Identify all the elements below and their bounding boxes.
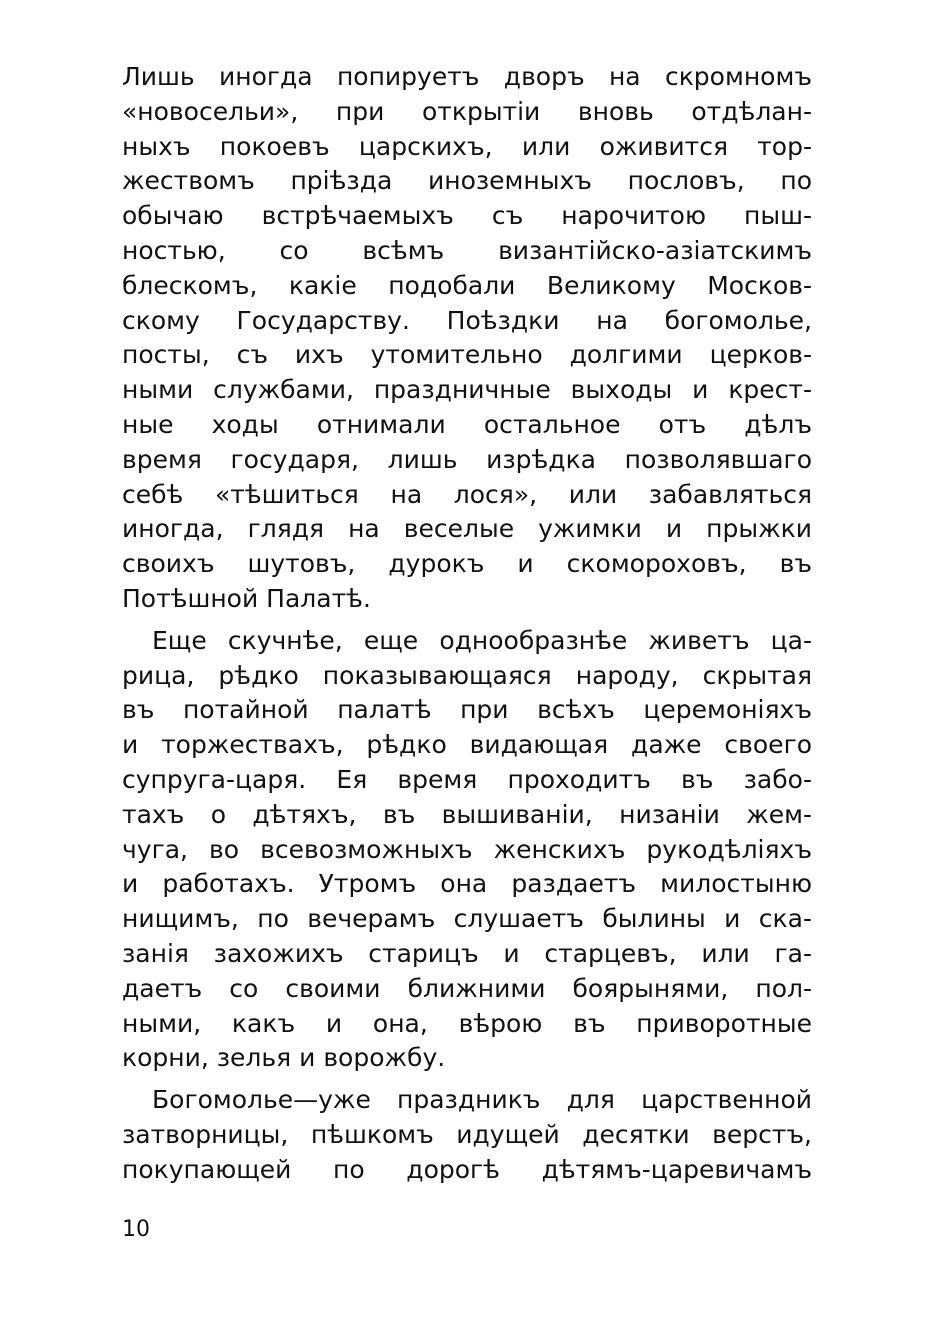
- text-line: и работахъ. Утромъ она раздаетъ милостыню: [122, 869, 812, 899]
- page-number: 10: [122, 1217, 150, 1242]
- text-line: чуга, во всевозможныхъ женскихъ рукодѣліяхъ: [122, 834, 812, 864]
- text-line: жествомъ пріѣзда иноземныхъ пословъ, по: [122, 166, 812, 196]
- text-line: «новосельи», при открытіи вновь отдѣлан-: [122, 96, 812, 126]
- text-line: тахъ о дѣтяхъ, въ вышиваніи, низаніи жем-: [122, 799, 812, 829]
- text-line: Лишь иногда попируетъ дворъ на скромномъ: [122, 62, 812, 91]
- text-line: даетъ со своими ближними боярынями, пол-: [122, 973, 812, 1003]
- text-line: корни, зелья и ворожбу.: [122, 1043, 446, 1073]
- text-line: ныхъ покоевъ царскихъ, или оживится тор-: [122, 131, 812, 161]
- page-text: [122, 60, 812, 1195]
- text-line: ными, какъ и она, вѣрою въ приворотные: [122, 1008, 812, 1038]
- text-line: Еще скучнѣе, еще однообразнѣе живетъ ца-: [152, 625, 812, 655]
- text-line: занія захожихъ старицъ и старцевъ, или га-: [122, 938, 812, 968]
- text-line: Потѣшной Палатѣ.: [122, 583, 371, 613]
- paragraph: [122, 624, 812, 1076]
- text-line: и торжествахъ, рѣдко видающая даже своего: [122, 730, 812, 760]
- text-line: покупающей по дорогѣ дѣтямъ-царевичамъ: [122, 1154, 812, 1184]
- text-line: нищимъ, по вечерамъ слушаетъ былины и ска-: [122, 904, 812, 934]
- paragraph: [122, 60, 812, 617]
- text-line: ностью, со всѣмъ византійско-азіатскимъ: [122, 235, 812, 265]
- text-line: скому Государству. Поѣздки на богомолье,: [122, 305, 812, 335]
- text-line: ные ходы отнимали остальное отъ дѣлъ: [122, 409, 812, 439]
- text-line: Богомолье—уже праздникъ для царственной: [152, 1085, 812, 1115]
- text-line: рица, рѣдко показывающаяся народу, скрытая: [122, 660, 812, 690]
- text-line: обычаю встрѣчаемыхъ съ нарочитою пыш-: [122, 201, 812, 231]
- text-line: затворницы, пѣшкомъ идущей десятки верстъ,: [122, 1119, 812, 1149]
- text-line: себѣ «тѣшиться на лося», или забавляться: [122, 479, 812, 509]
- text-line: посты, съ ихъ утомительно долгими церков-: [122, 340, 812, 370]
- text-line: своихъ шутовъ, дурокъ и скомороховъ, въ: [122, 549, 812, 579]
- text-line: въ потайной палатѣ при всѣхъ церемоніяхъ: [122, 695, 812, 725]
- text-line: иногда, глядя на веселые ужимки и прыжки: [122, 514, 812, 544]
- text-line: ными службами, праздничные выходы и крест-: [122, 375, 812, 405]
- paragraph: [122, 1083, 812, 1187]
- text-line: блескомъ, какіе подобали Великому Москов-: [122, 270, 812, 300]
- text-line: супруга-царя. Ея время проходитъ въ забо-: [122, 764, 812, 794]
- text-line: время государя, лишь изрѣдка позволявшаго: [122, 444, 812, 474]
